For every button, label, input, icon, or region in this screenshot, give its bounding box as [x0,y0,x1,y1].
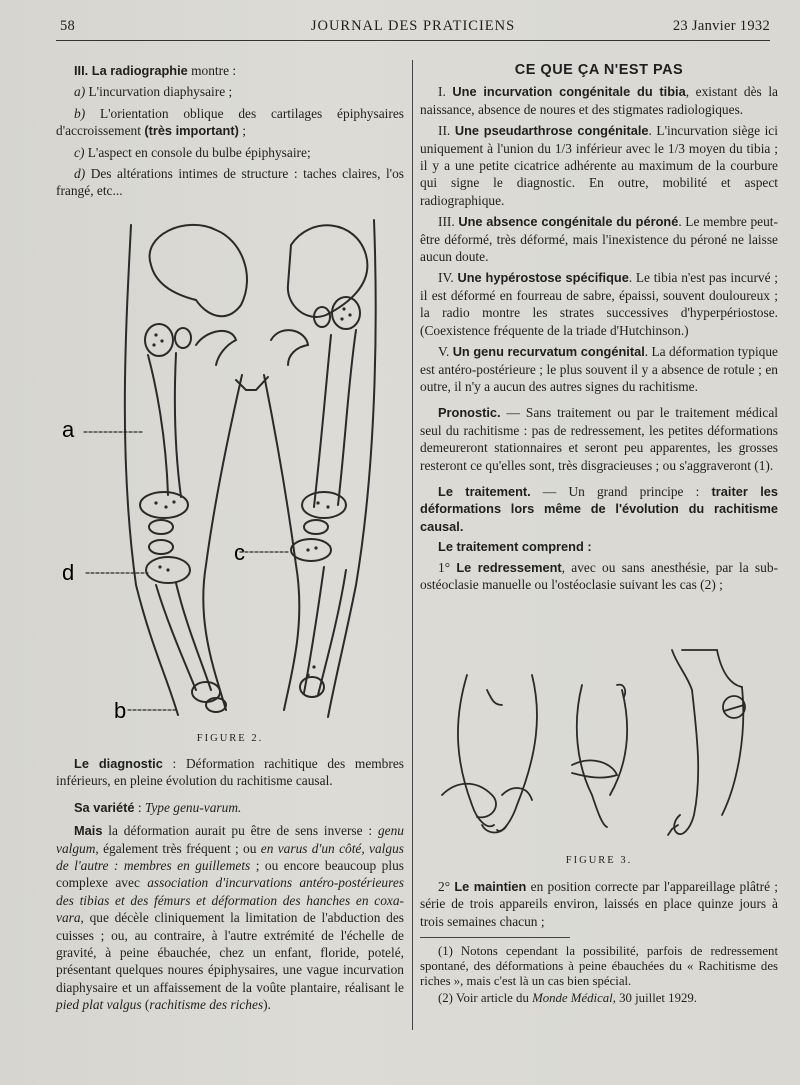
right-femur [338,330,356,505]
journal-title: JOURNAL DES PRATICIENS [310,18,516,34]
treatment-comprend: Le traitement comprend : [438,539,592,555]
label-c: c [234,540,245,565]
figure-3-caption: FIGURE 3. [565,855,633,866]
page-number: 58 [60,18,76,34]
radiography-item-d [56,165,404,200]
figure-3-illustration [432,645,772,845]
radiography-item-b [56,105,404,140]
mais-italic-5: rachitisme des riches [149,997,264,1013]
item-bold: (très important) [144,123,239,139]
right-leg-contour [328,220,376,717]
item-text: L'incurvation diaphysaire ; [85,84,233,100]
variety-paragraph [56,799,404,816]
item-heading: Une absence congénitale du péroné [458,214,679,230]
footnotes [420,944,778,1006]
footnote-1: (1) Notons cependant la possibilité, parfois de redressement spontané, des déformations à peine ébauchées du « Rachitisme des riches », mais c'est là un cas bien spécial. [420,944,778,988]
mais-text-3: ; ou encore beaucoup plus complexe avec [56,858,404,891]
figure-2-illustration [56,205,406,725]
footnote-2-journal: Monde Médical [532,991,613,1005]
mais-text-5: ( [141,997,150,1013]
mais-text-6: ). [263,997,271,1013]
diagnostic-paragraph [56,755,404,790]
column-divider [412,60,413,1030]
mais-text-4: , que décèle cliniquement la limitation de l'abduction des cuisses ; ou, au contraire, à l'autre extrémité de l'échelle de gravité, à peine ébauchée, chez un enfant, floride, potelé, présentant quelques noures épiphysaires, une vague incurvation diaphysaire et un affaissement de la voûte plantaire, réalisant le [56,910,404,995]
footnote-2-text: (2) Voir article du [438,991,533,1005]
right-tibia [318,570,346,695]
step-number: 1° [438,559,451,575]
diagnostic-heading: Le diagnostic [74,756,163,771]
figure-2-caption: FIGURE 2. [196,733,264,744]
diagnostic-text: : Déformation rachitique des membres inférieurs, en pleine évolution du rachitisme causal. [56,756,404,789]
item-heading: Une hypérostose spécifique [457,270,629,286]
treatment-paragraph [420,483,778,535]
item-number: II. [438,123,451,139]
item-letter: a) [74,84,86,100]
right-ilium [288,225,368,317]
diagnostic-section [56,755,404,1014]
prognostic-paragraph [420,404,778,474]
treatment-step-2-block [420,878,778,930]
section-title: CE QUE ÇA N'EST PAS [514,62,684,78]
item-number: III. [438,214,455,230]
mais-italic-1: genu valgum [56,823,404,856]
treatment-text: — Un grand principe : [530,483,712,499]
left-tibia [156,585,196,690]
mais-italic-2: en varus d'un côté, valgus de l'autre : membres en guillemets [56,840,404,874]
prognostic-text: — Sans traitement ou par le traitement médical seul du rachitisme : pas de redressement, les petites déformations demeureront stationnaires et seront peu apparentes, les grosses resteront ce qu'elles sont, très disgracieuses ; ou s'aggraveront (1). [420,405,778,473]
treatment-heading: Le traitement. [438,483,531,499]
differential-item-1 [420,83,778,118]
radiography-section [56,62,404,200]
item-text: . Le tibia n'est pas incurvé ; il est déformé en fourreau de sabre, épaissi, souvent douloureux ; la radio montre les strates successives d'hyperpériostose. (Coexistence fréquente de la triade d'Hutchinson.) [420,270,778,338]
mais-italic-3: association d'incurvations antéro-postérieures des tibias et des fémurs et déformation des hanches en coxa-vara [56,875,404,926]
item-text: L'aspect en console du bulbe épiphysaire; [84,144,311,160]
item-heading: Un genu recurvatum congénital [452,344,645,360]
radiography-heading-line [56,62,404,79]
differential-item-2 [420,122,778,209]
item-text: . Le membre peut-être déformé, très déformé, mais l'inexistence du péroné ne laisse aucun doute. [420,214,778,265]
variety-type: Type genu-varum. [144,799,242,815]
left-leg-contour [125,225,178,715]
step-heading: Le maintien [454,879,527,894]
page-header [56,18,770,38]
issue-date: 23 Janvier 1932 [672,18,770,34]
header-rule [56,40,770,41]
radiography-heading-tail: montre : [187,63,237,78]
right-inner-contour [264,375,299,710]
mais-text-2: , également très fréquent ; ou [95,840,261,856]
item-heading: Une pseudarthrose congénitale [454,123,649,139]
treatment-step-2 [420,878,778,930]
label-a: a [62,417,75,442]
footnote-rule [420,937,570,938]
footnote-2 [420,991,778,1006]
item-text: L'orientation oblique des cartilages épiphysaires d'accroissement [56,105,404,139]
mais-italic-4: pied plat valgus [56,997,142,1013]
item-number: IV. [438,270,454,286]
treatment-principle: traiter les déformations lors même de l'évolution du rachitisme causal. [420,483,778,534]
prognostic-heading: Pronostic. [438,405,501,421]
footnote-2-date: , 30 juillet 1929. [612,991,697,1005]
variety-sep: : [134,799,145,815]
differential-item-4 [420,269,778,339]
treatment-step-1 [420,559,778,594]
step-heading: Le redressement [456,559,562,575]
differential-item-3 [420,213,778,265]
mais-paragraph [56,822,404,1013]
label-b: b [114,698,127,723]
item-letter: b) [74,105,86,121]
step-text: , avec ou sans anesthésie, par la sub-ostéoclasie manuelle ou l'ostéoclasie suivant les cas (2) ; [420,559,778,592]
item-text: . L'incurvation siège ici uniquement à l'union du 1/3 inférieur avec le 1/3 moyen du tibia ; il y a une petite cicatrice adhérente au maximum de la courbure qui signe le diagnostic. En outre, mobilité et aspect radiographique. [420,123,778,208]
label-d: d [62,560,75,585]
variety-heading: Sa variété [74,799,135,815]
step-number: 2° [438,879,451,894]
radiography-item-c [56,144,404,161]
item-text: . La déformation typique est antéro-postérieure ; le plus souvent il y a absence de rotule ; en outre, il n'y a aucun des autres signes du rachitisme. [420,344,778,394]
item-text: , existant dès la naissance, absence de noures et des stigmates radiologiques. [420,84,778,117]
radiography-item-a [56,83,404,100]
item-number: I. [438,84,446,100]
item-letter: d) [74,166,86,182]
item-end: ; [238,123,246,139]
mais-bold: Mais [74,823,103,839]
item-letter: c) [74,144,85,160]
radiography-heading: III. La radiographie [74,63,188,78]
item-text: Des altérations intimes de structure : taches claires, l'os frangé, etc... [56,166,404,199]
differential-item-5 [420,343,778,395]
item-heading: Une incurvation congénitale du tibia [452,84,686,100]
differential-section [420,62,778,593]
left-femur [148,355,168,495]
left-ilium [150,225,247,316]
item-number: V. [438,344,450,360]
step-text: en position correcte par l'appareillage plâtré ; série de trois appareils environ, laissés en place quinze jours à trois semaines chacun ; [420,879,778,929]
mais-text-1: la déformation aurait pu être de sens inverse : [102,823,378,839]
